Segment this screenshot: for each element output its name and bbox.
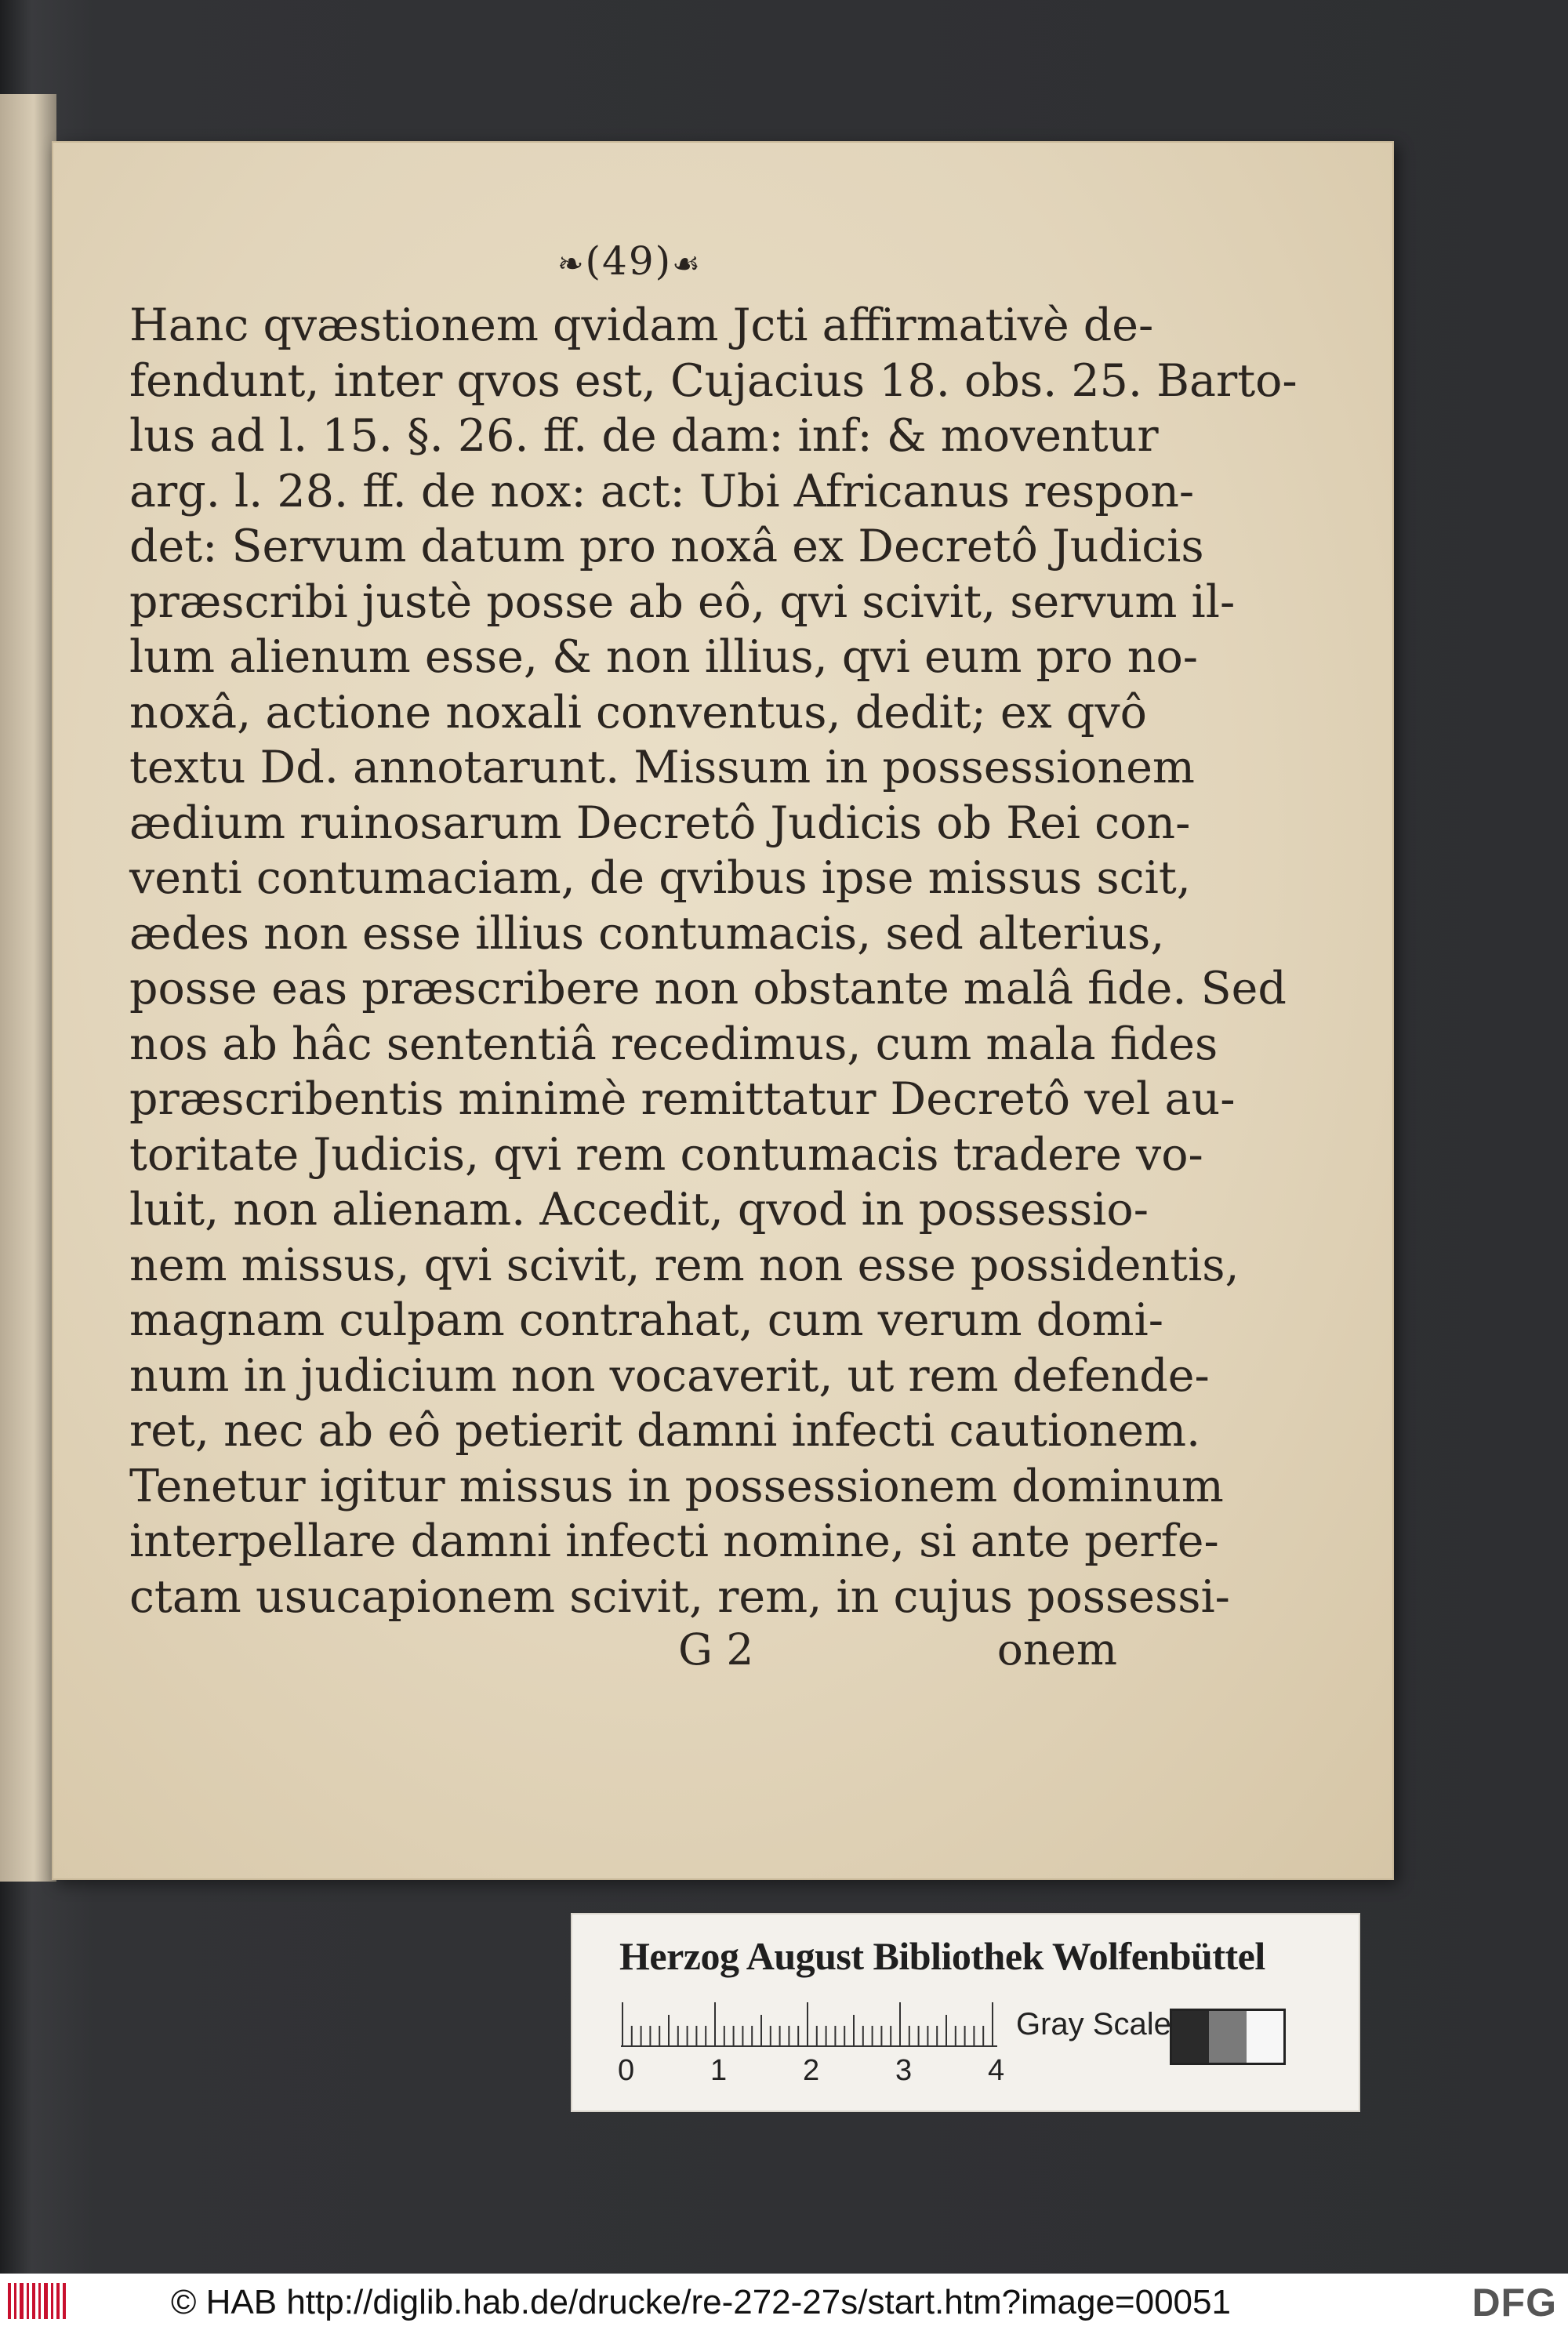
ornament-right-icon: ☙ [672,246,702,282]
page-number-text: (49) [585,238,673,284]
catchword: onem [996,1624,1117,1675]
text-line: arg. l. 28. ff. de nox: act: Ubi Africanus respon- [129,465,1195,517]
text-line: textu Dd. annotarunt. Missum in possessionem [129,742,1195,793]
page-number [524,238,735,284]
ornament-left-icon: ❧ [557,246,586,282]
scale-label-card [571,1913,1360,2112]
ruler-number: 0 [618,2054,635,2087]
credit-link[interactable]: © HAB http://diglib.hab.de/drucke/re-272-27s/start.htm?image=00051 [171,2283,1231,2321]
text-line: posse eas præscribere non obstante malâ fide. Sed [129,963,1287,1014]
ruler-icon [621,2001,997,2048]
swatch-white [1247,2011,1283,2063]
text-line: Tenetur igitur missus in possessionem dominum [129,1460,1224,1512]
swatch-black [1172,2011,1209,2063]
text-line: magnam culpam contrahat, cum verum domi- [129,1294,1164,1346]
body-text [129,298,1298,1624]
gray-scale-label: Gray Scale [1016,2007,1171,2041]
text-line: Hanc qvæstionem qvidam Jcti affirmativè de- [129,299,1154,351]
gray-scale-swatch [1170,2009,1286,2065]
text-line: ctam usucapionem scivit, rem, in cujus possessi- [129,1570,1230,1623]
text-line: det: Servum datum pro noxâ ex Decretô Judicis [129,521,1204,572]
text-line: lus ad l. 15. §. 26. ff. de dam: inf: & moventur [129,410,1159,462]
text-line: ædes non esse illius contumacis, sed alterius, [129,907,1165,960]
barcode-icon [6,2281,69,2321]
footer-bar [0,2274,1568,2330]
text-line: ædium ruinosarum Decretô Judicis ob Rei con- [129,797,1191,849]
text-line: num in judicium non vocaverit, ut rem defende- [129,1349,1210,1402]
text-line: venti contumaciam, de qvibus ipse missus scit, [129,852,1191,904]
library-name: Herzog August Bibliothek Wolfenbüttel [619,1934,1265,1978]
previous-page-edge [0,94,56,1882]
ruler-number: 1 [710,2054,728,2087]
ruler-number: 2 [803,2054,820,2087]
text-line: toritate Judicis, qvi rem contumacis tradere vo- [129,1128,1203,1181]
text-line: præscribentis minimè remittatur Decretô vel au- [129,1073,1236,1125]
text-line: ret, nec ab eô petierit damni infecti cautionem. [129,1405,1201,1457]
text-line: noxâ, actione noxali conventus, dedit; ex qvô [129,686,1147,739]
text-line: nos ab hâc sententiâ recedimus, cum mala fides [129,1018,1218,1070]
text-line: præscribi justè posse ab eô, qvi scivit, servum il- [129,575,1236,628]
ruler-numbers [612,2054,1019,2093]
page-footer [129,1624,1117,1679]
text-line: nem missus, qvi scivit, rem non esse possidentis, [129,1239,1240,1291]
signature-mark: G 2 [678,1624,754,1675]
text-line: interpellare damni infecti nomine, si ante perfe- [129,1515,1219,1567]
dfg-logo: DFG [1472,2281,1557,2325]
text-line: luit, non alienam. Accedit, qvod in possessio- [129,1184,1149,1236]
text-line: lum alienum esse, & non illius, qvi eum pro no- [129,631,1199,683]
text-line: fendunt, inter qvos est, Cujacius 18. obs. 25. Barto- [129,354,1298,407]
ruler-number: 3 [895,2054,913,2087]
ruler-number: 4 [988,2054,1005,2087]
swatch-gray [1209,2011,1246,2063]
